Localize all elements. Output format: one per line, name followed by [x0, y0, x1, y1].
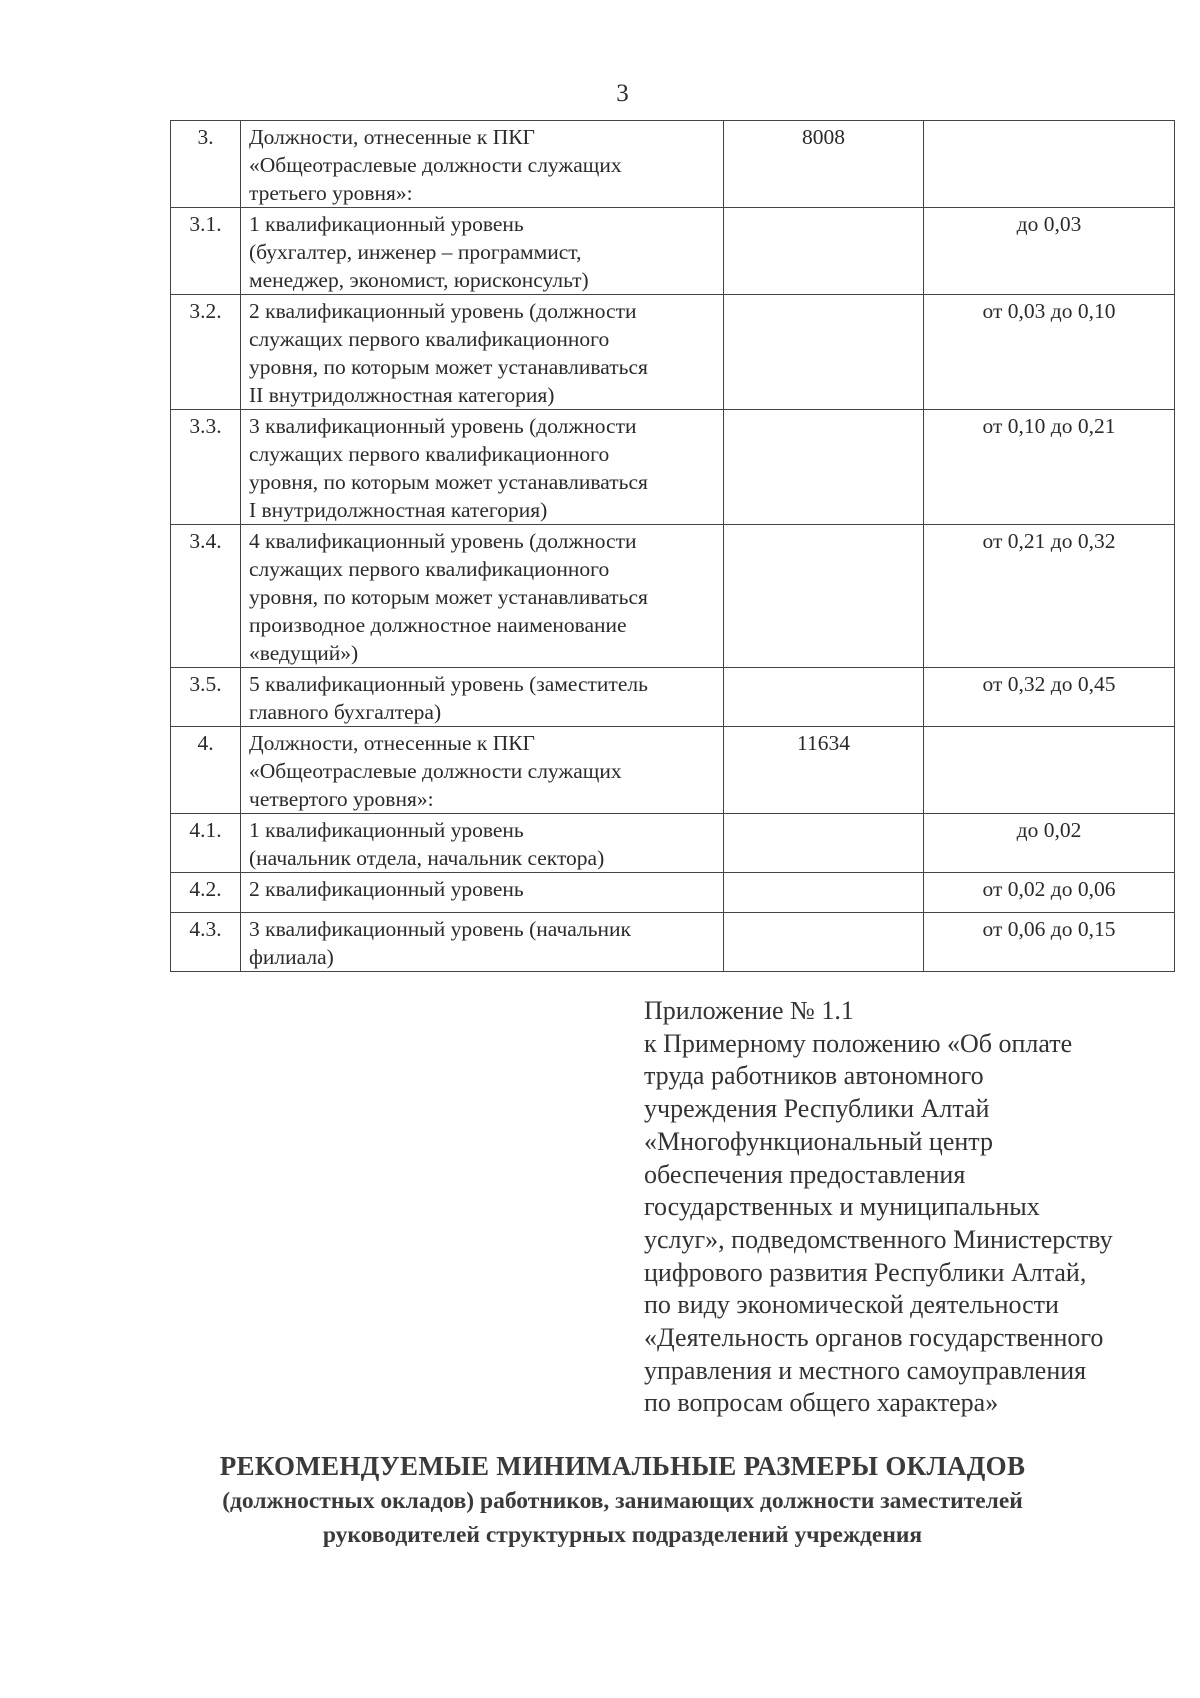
- table-row: [171, 295, 1175, 410]
- table-row: [171, 668, 1175, 727]
- row-number-cell: 3.1.: [171, 208, 241, 295]
- base-salary-cell: [724, 873, 924, 913]
- position-name-cell: 3 квалификационный уровень (должности служащих первого квалификационного уровня, по которым может устанавливаться I внутридолжностная категория): [241, 410, 724, 525]
- position-name-cell: 1 квалификационный уровень (начальник отдела, начальник сектора): [241, 814, 724, 873]
- row-number-cell: 3.4.: [171, 525, 241, 668]
- position-name-cell: 2 квалификационный уровень (должности служащих первого квалификационного уровня, по которым может устанавливаться II внутридолжностная категория): [241, 295, 724, 410]
- table-row: [171, 727, 1175, 814]
- table-row: [171, 525, 1175, 668]
- position-name-cell: Должности, отнесенные к ПКГ «Общеотраслевые должности служащих третьего уровня»:: [241, 121, 724, 208]
- base-salary-cell: [724, 668, 924, 727]
- base-salary-cell: 8008: [724, 121, 924, 208]
- coefficient-cell: до 0,03: [924, 208, 1175, 295]
- coefficient-cell: [924, 121, 1175, 208]
- row-number-cell: 3.3.: [171, 410, 241, 525]
- row-number-cell: 3.2.: [171, 295, 241, 410]
- base-salary-cell: [724, 208, 924, 295]
- base-salary-cell: 11634: [724, 727, 924, 814]
- title-line-1: РЕКОМЕНДУЕМЫЕ МИНИМАЛЬНЫЕ РАЗМЕРЫ ОКЛАДОВ: [219, 1451, 1026, 1481]
- base-salary-cell: [724, 410, 924, 525]
- base-salary-cell: [724, 525, 924, 668]
- position-name-cell: 5 квалификационный уровень (заместитель главного бухгалтера): [241, 668, 724, 727]
- coefficient-cell: от 0,06 до 0,15: [924, 913, 1175, 972]
- title-line-2: (должностных окладов) работников, занимающих должности заместителей: [222, 1488, 1023, 1514]
- title-line-3: руководителей структурных подразделений учреждения: [322, 1522, 923, 1548]
- coefficient-cell: до 0,02: [924, 814, 1175, 873]
- row-number-cell: 4.: [171, 727, 241, 814]
- table-row: [171, 814, 1175, 873]
- coefficient-cell: от 0,10 до 0,21: [924, 410, 1175, 525]
- table-row: [171, 410, 1175, 525]
- table-body: [171, 121, 1175, 972]
- page-number: 3: [616, 80, 629, 107]
- coefficient-cell: от 0,02 до 0,06: [924, 873, 1175, 913]
- position-name-cell: 2 квалификационный уровень: [241, 873, 724, 913]
- row-number-cell: 4.3.: [171, 913, 241, 972]
- table-row: [171, 913, 1175, 972]
- coefficient-cell: от 0,32 до 0,45: [924, 668, 1175, 727]
- base-salary-cell: [724, 913, 924, 972]
- row-number-cell: 4.1.: [171, 814, 241, 873]
- table-row: [171, 208, 1175, 295]
- table-row: [171, 873, 1175, 913]
- coefficient-cell: от 0,03 до 0,10: [924, 295, 1175, 410]
- position-name-cell: Должности, отнесенные к ПКГ «Общеотраслевые должности служащих четвертого уровня»:: [241, 727, 724, 814]
- document-title: [0, 1448, 1200, 1552]
- coefficient-cell: от 0,21 до 0,32: [924, 525, 1175, 668]
- position-name-cell: 3 квалификационный уровень (начальник филиала): [241, 913, 724, 972]
- base-salary-cell: [724, 295, 924, 410]
- position-name-cell: 1 квалификационный уровень (бухгалтер, инженер – программист, менеджер, экономист, юрисконсульт): [241, 208, 724, 295]
- row-number-cell: 3.5.: [171, 668, 241, 727]
- appendix-note: Приложение № 1.1 к Примерному положению «Об оплате труда работников автономного учреждения Республики Алтай «Многофункциональный центр обеспечения предоставления государственных и муниципальных услуг», подведомственного Министерству цифрового развития Республики Алтай, по виду экономической деятельности «Деятельность органов государственного управления и местного самоуправления по вопросам общего характера»: [644, 996, 1113, 1418]
- position-name-cell: 4 квалификационный уровень (должности служащих первого квалификационного уровня, по которым может устанавливаться производное должностное наименование «ведущий»): [241, 525, 724, 668]
- table-row: [171, 121, 1175, 208]
- coefficient-cell: [924, 727, 1175, 814]
- base-salary-cell: [724, 814, 924, 873]
- row-number-cell: 3.: [171, 121, 241, 208]
- row-number-cell: 4.2.: [171, 873, 241, 913]
- salary-table: [170, 120, 1175, 972]
